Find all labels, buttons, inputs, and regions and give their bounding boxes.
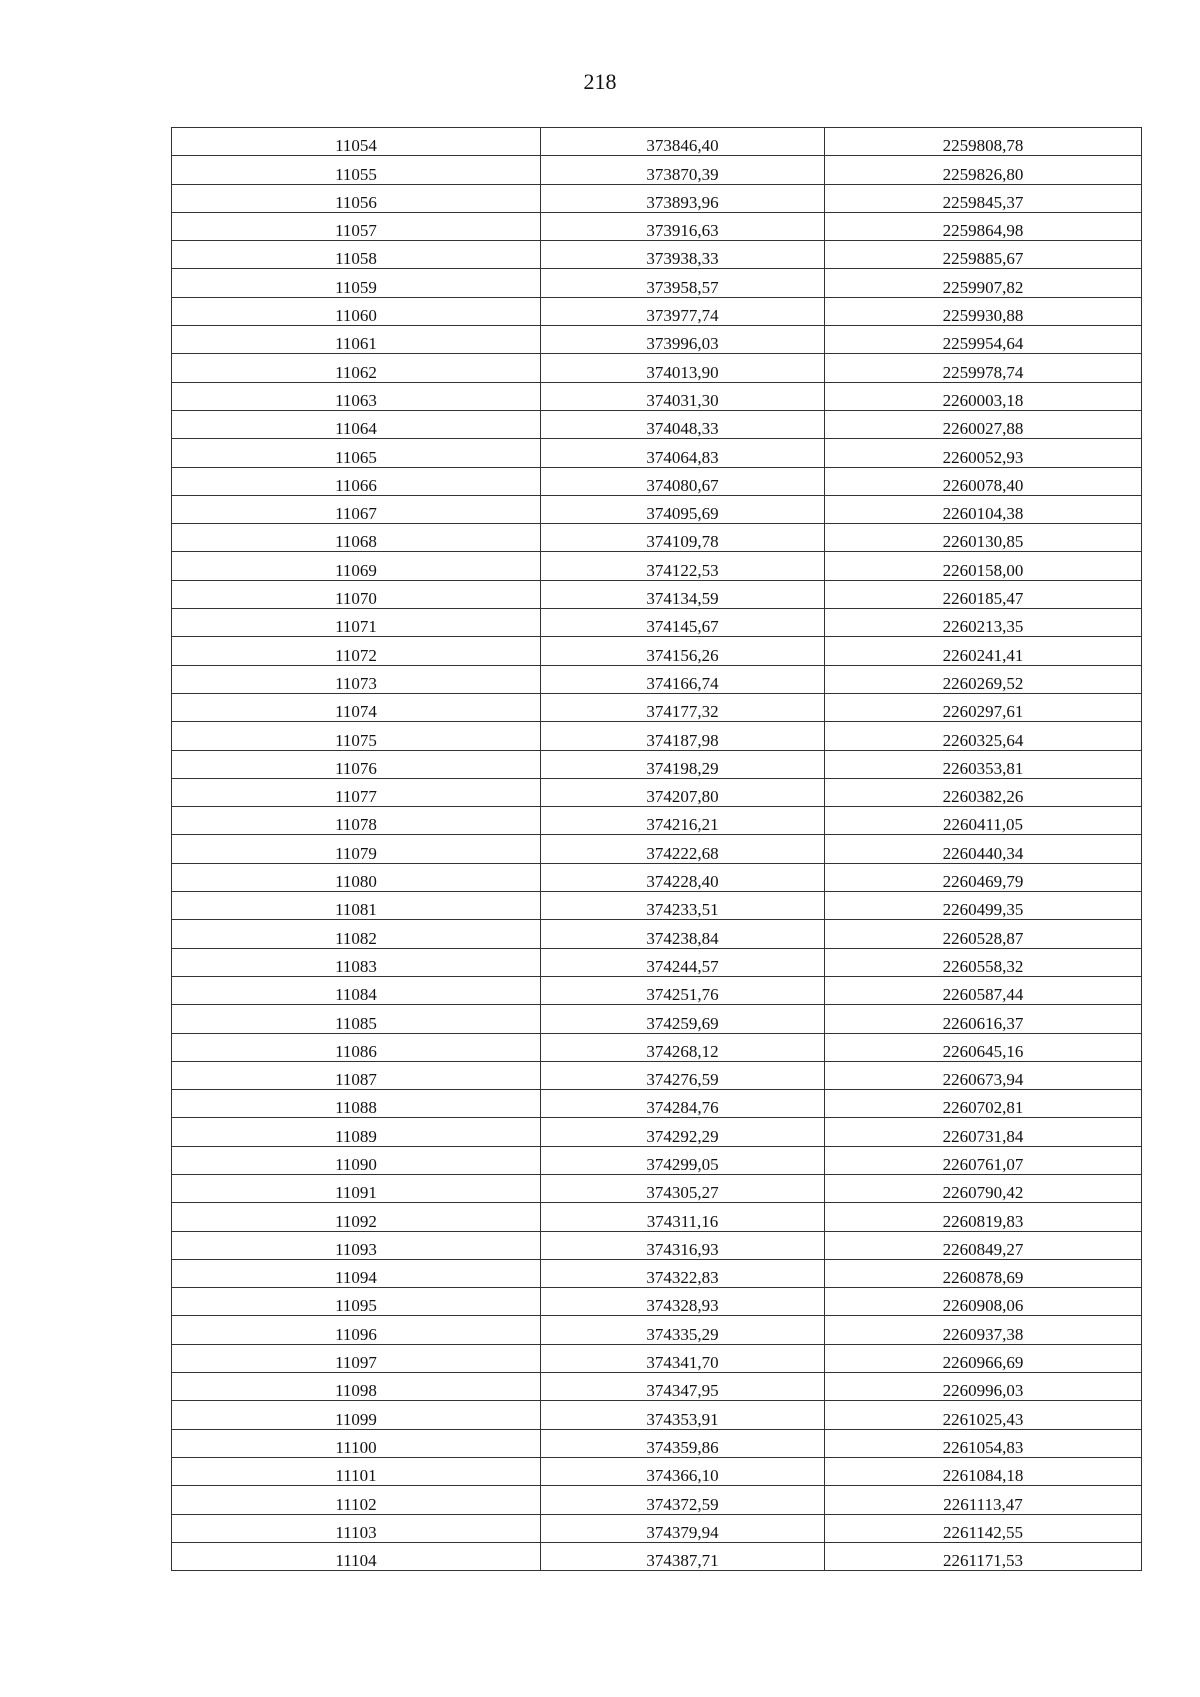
point-number-cell: 11074 <box>172 693 541 721</box>
y-coordinate-cell: 2260185,47 <box>825 580 1142 608</box>
table-row <box>172 495 1142 523</box>
table-row <box>172 1033 1142 1061</box>
point-number-cell: 11093 <box>172 1231 541 1259</box>
table-row <box>172 750 1142 778</box>
y-coordinate-cell: 2259954,64 <box>825 326 1142 354</box>
table-row <box>172 1118 1142 1146</box>
point-number-cell: 11070 <box>172 580 541 608</box>
point-number-cell: 11061 <box>172 326 541 354</box>
x-coordinate-cell: 373870,39 <box>541 156 825 184</box>
x-coordinate-cell: 374064,83 <box>541 439 825 467</box>
point-number-cell: 11096 <box>172 1316 541 1344</box>
point-number-cell: 11086 <box>172 1033 541 1061</box>
point-number-cell: 11089 <box>172 1118 541 1146</box>
table-row <box>172 1344 1142 1372</box>
y-coordinate-cell: 2261084,18 <box>825 1457 1142 1485</box>
point-number-cell: 11082 <box>172 920 541 948</box>
y-coordinate-cell: 2260003,18 <box>825 382 1142 410</box>
y-coordinate-cell: 2259826,80 <box>825 156 1142 184</box>
table-row <box>172 807 1142 835</box>
y-coordinate-cell: 2260052,93 <box>825 439 1142 467</box>
table-row <box>172 128 1142 156</box>
x-coordinate-cell: 374335,29 <box>541 1316 825 1344</box>
y-coordinate-cell: 2260731,84 <box>825 1118 1142 1146</box>
x-coordinate-cell: 374328,93 <box>541 1288 825 1316</box>
x-coordinate-cell: 374347,95 <box>541 1373 825 1401</box>
point-number-cell: 11102 <box>172 1486 541 1514</box>
table-row <box>172 552 1142 580</box>
point-number-cell: 11083 <box>172 948 541 976</box>
point-number-cell: 11064 <box>172 410 541 438</box>
table-row <box>172 920 1142 948</box>
x-coordinate-cell: 374095,69 <box>541 495 825 523</box>
x-coordinate-cell: 374276,59 <box>541 1061 825 1089</box>
x-coordinate-cell: 374187,98 <box>541 722 825 750</box>
table-row <box>172 1203 1142 1231</box>
table-row <box>172 1090 1142 1118</box>
x-coordinate-cell: 374244,57 <box>541 948 825 976</box>
y-coordinate-cell: 2261025,43 <box>825 1401 1142 1429</box>
y-coordinate-cell: 2260353,81 <box>825 750 1142 778</box>
x-coordinate-cell: 374316,93 <box>541 1231 825 1259</box>
x-coordinate-cell: 374134,59 <box>541 580 825 608</box>
table-row <box>172 326 1142 354</box>
point-number-cell: 11084 <box>172 976 541 1004</box>
x-coordinate-cell: 374207,80 <box>541 778 825 806</box>
x-coordinate-cell: 374145,67 <box>541 609 825 637</box>
point-number-cell: 11075 <box>172 722 541 750</box>
y-coordinate-cell: 2260702,81 <box>825 1090 1142 1118</box>
table-row <box>172 609 1142 637</box>
point-number-cell: 11100 <box>172 1429 541 1457</box>
point-number-cell: 11059 <box>172 269 541 297</box>
y-coordinate-cell: 2260130,85 <box>825 524 1142 552</box>
point-number-cell: 11104 <box>172 1542 541 1570</box>
table-row <box>172 948 1142 976</box>
point-number-cell: 11069 <box>172 552 541 580</box>
y-coordinate-cell: 2260558,32 <box>825 948 1142 976</box>
point-number-cell: 11095 <box>172 1288 541 1316</box>
x-coordinate-cell: 374268,12 <box>541 1033 825 1061</box>
table-row <box>172 976 1142 1004</box>
x-coordinate-cell: 374359,86 <box>541 1429 825 1457</box>
x-coordinate-cell: 374233,51 <box>541 892 825 920</box>
y-coordinate-cell: 2260616,37 <box>825 1005 1142 1033</box>
table-row <box>172 778 1142 806</box>
table-row <box>172 1401 1142 1429</box>
point-number-cell: 11071 <box>172 609 541 637</box>
point-number-cell: 11063 <box>172 382 541 410</box>
coordinates-table-body <box>172 128 1142 1571</box>
x-coordinate-cell: 373893,96 <box>541 184 825 212</box>
y-coordinate-cell: 2260499,35 <box>825 892 1142 920</box>
x-coordinate-cell: 374353,91 <box>541 1401 825 1429</box>
table-row <box>172 1373 1142 1401</box>
y-coordinate-cell: 2259808,78 <box>825 128 1142 156</box>
point-number-cell: 11091 <box>172 1174 541 1202</box>
x-coordinate-cell: 374031,30 <box>541 382 825 410</box>
table-row <box>172 354 1142 382</box>
x-coordinate-cell: 374109,78 <box>541 524 825 552</box>
x-coordinate-cell: 374251,76 <box>541 976 825 1004</box>
y-coordinate-cell: 2261142,55 <box>825 1514 1142 1542</box>
table-row <box>172 382 1142 410</box>
point-number-cell: 11062 <box>172 354 541 382</box>
table-row <box>172 1061 1142 1089</box>
point-number-cell: 11066 <box>172 467 541 495</box>
table-row <box>172 1486 1142 1514</box>
table-row <box>172 241 1142 269</box>
point-number-cell: 11101 <box>172 1457 541 1485</box>
x-coordinate-cell: 374322,83 <box>541 1259 825 1287</box>
table-row <box>172 1542 1142 1570</box>
table-row <box>172 184 1142 212</box>
y-coordinate-cell: 2259885,67 <box>825 241 1142 269</box>
point-number-cell: 11088 <box>172 1090 541 1118</box>
table-row <box>172 1316 1142 1344</box>
point-number-cell: 11058 <box>172 241 541 269</box>
point-number-cell: 11087 <box>172 1061 541 1089</box>
y-coordinate-cell: 2260528,87 <box>825 920 1142 948</box>
x-coordinate-cell: 374259,69 <box>541 1005 825 1033</box>
y-coordinate-cell: 2260790,42 <box>825 1174 1142 1202</box>
y-coordinate-cell: 2260269,52 <box>825 665 1142 693</box>
y-coordinate-cell: 2260673,94 <box>825 1061 1142 1089</box>
y-coordinate-cell: 2260382,26 <box>825 778 1142 806</box>
y-coordinate-cell: 2260908,06 <box>825 1288 1142 1316</box>
y-coordinate-cell: 2259907,82 <box>825 269 1142 297</box>
x-coordinate-cell: 373958,57 <box>541 269 825 297</box>
point-number-cell: 11072 <box>172 637 541 665</box>
x-coordinate-cell: 374311,16 <box>541 1203 825 1231</box>
y-coordinate-cell: 2260878,69 <box>825 1259 1142 1287</box>
page-number: 218 <box>583 69 617 94</box>
point-number-cell: 11079 <box>172 835 541 863</box>
table-row <box>172 439 1142 467</box>
point-number-cell: 11055 <box>172 156 541 184</box>
table-row <box>172 637 1142 665</box>
table-row <box>172 1005 1142 1033</box>
x-coordinate-cell: 373938,33 <box>541 241 825 269</box>
point-number-cell: 11054 <box>172 128 541 156</box>
point-number-cell: 11103 <box>172 1514 541 1542</box>
x-coordinate-cell: 374305,27 <box>541 1174 825 1202</box>
x-coordinate-cell: 373916,63 <box>541 212 825 240</box>
point-number-cell: 11060 <box>172 297 541 325</box>
x-coordinate-cell: 373977,74 <box>541 297 825 325</box>
point-number-cell: 11068 <box>172 524 541 552</box>
x-coordinate-cell: 374387,71 <box>541 1542 825 1570</box>
y-coordinate-cell: 2260996,03 <box>825 1373 1142 1401</box>
table-row <box>172 693 1142 721</box>
y-coordinate-cell: 2259930,88 <box>825 297 1142 325</box>
x-coordinate-cell: 373996,03 <box>541 326 825 354</box>
point-number-cell: 11056 <box>172 184 541 212</box>
x-coordinate-cell: 374299,05 <box>541 1146 825 1174</box>
y-coordinate-cell: 2260027,88 <box>825 410 1142 438</box>
table-row <box>172 410 1142 438</box>
table-row <box>172 1288 1142 1316</box>
point-number-cell: 11067 <box>172 495 541 523</box>
point-number-cell: 11077 <box>172 778 541 806</box>
y-coordinate-cell: 2259978,74 <box>825 354 1142 382</box>
x-coordinate-cell: 374013,90 <box>541 354 825 382</box>
y-coordinate-cell: 2260104,38 <box>825 495 1142 523</box>
x-coordinate-cell: 374238,84 <box>541 920 825 948</box>
point-number-cell: 11080 <box>172 863 541 891</box>
y-coordinate-cell: 2260645,16 <box>825 1033 1142 1061</box>
y-coordinate-cell: 2260158,00 <box>825 552 1142 580</box>
point-number-cell: 11081 <box>172 892 541 920</box>
table-row <box>172 1231 1142 1259</box>
y-coordinate-cell: 2260966,69 <box>825 1344 1142 1372</box>
y-coordinate-cell: 2260297,61 <box>825 693 1142 721</box>
x-coordinate-cell: 374228,40 <box>541 863 825 891</box>
table-row <box>172 1429 1142 1457</box>
table-row <box>172 297 1142 325</box>
table-row <box>172 212 1142 240</box>
point-number-cell: 11073 <box>172 665 541 693</box>
y-coordinate-cell: 2260213,35 <box>825 609 1142 637</box>
y-coordinate-cell: 2260469,79 <box>825 863 1142 891</box>
y-coordinate-cell: 2260761,07 <box>825 1146 1142 1174</box>
y-coordinate-cell: 2260587,44 <box>825 976 1142 1004</box>
x-coordinate-cell: 374156,26 <box>541 637 825 665</box>
table-row <box>172 722 1142 750</box>
x-coordinate-cell: 374177,32 <box>541 693 825 721</box>
point-number-cell: 11098 <box>172 1373 541 1401</box>
table-row <box>172 1146 1142 1174</box>
y-coordinate-cell: 2260819,83 <box>825 1203 1142 1231</box>
table-row <box>172 892 1142 920</box>
y-coordinate-cell: 2260937,38 <box>825 1316 1142 1344</box>
table-row <box>172 1259 1142 1287</box>
y-coordinate-cell: 2259864,98 <box>825 212 1142 240</box>
point-number-cell: 11092 <box>172 1203 541 1231</box>
table-row <box>172 1457 1142 1485</box>
point-number-cell: 11078 <box>172 807 541 835</box>
x-coordinate-cell: 374292,29 <box>541 1118 825 1146</box>
x-coordinate-cell: 374372,59 <box>541 1486 825 1514</box>
y-coordinate-cell: 2260325,64 <box>825 722 1142 750</box>
point-number-cell: 11057 <box>172 212 541 240</box>
point-number-cell: 11085 <box>172 1005 541 1033</box>
coordinates-table <box>171 127 1142 1571</box>
x-coordinate-cell: 374341,70 <box>541 1344 825 1372</box>
x-coordinate-cell: 374366,10 <box>541 1457 825 1485</box>
table-row <box>172 1174 1142 1202</box>
point-number-cell: 11097 <box>172 1344 541 1372</box>
y-coordinate-cell: 2260849,27 <box>825 1231 1142 1259</box>
y-coordinate-cell: 2261113,47 <box>825 1486 1142 1514</box>
x-coordinate-cell: 374216,21 <box>541 807 825 835</box>
x-coordinate-cell: 374379,94 <box>541 1514 825 1542</box>
table-row <box>172 524 1142 552</box>
table-row <box>172 467 1142 495</box>
table-row <box>172 665 1142 693</box>
table-row <box>172 1514 1142 1542</box>
point-number-cell: 11094 <box>172 1259 541 1287</box>
x-coordinate-cell: 374048,33 <box>541 410 825 438</box>
x-coordinate-cell: 374122,53 <box>541 552 825 580</box>
x-coordinate-cell: 373846,40 <box>541 128 825 156</box>
y-coordinate-cell: 2261054,83 <box>825 1429 1142 1457</box>
y-coordinate-cell: 2260411,05 <box>825 807 1142 835</box>
point-number-cell: 11090 <box>172 1146 541 1174</box>
y-coordinate-cell: 2260241,41 <box>825 637 1142 665</box>
y-coordinate-cell: 2259845,37 <box>825 184 1142 212</box>
x-coordinate-cell: 374222,68 <box>541 835 825 863</box>
table-row <box>172 269 1142 297</box>
table-row <box>172 156 1142 184</box>
x-coordinate-cell: 374080,67 <box>541 467 825 495</box>
y-coordinate-cell: 2260440,34 <box>825 835 1142 863</box>
x-coordinate-cell: 374198,29 <box>541 750 825 778</box>
x-coordinate-cell: 374284,76 <box>541 1090 825 1118</box>
x-coordinate-cell: 374166,74 <box>541 665 825 693</box>
point-number-cell: 11076 <box>172 750 541 778</box>
table-row <box>172 580 1142 608</box>
table-row <box>172 835 1142 863</box>
table-row <box>172 863 1142 891</box>
y-coordinate-cell: 2261171,53 <box>825 1542 1142 1570</box>
point-number-cell: 11099 <box>172 1401 541 1429</box>
point-number-cell: 11065 <box>172 439 541 467</box>
y-coordinate-cell: 2260078,40 <box>825 467 1142 495</box>
